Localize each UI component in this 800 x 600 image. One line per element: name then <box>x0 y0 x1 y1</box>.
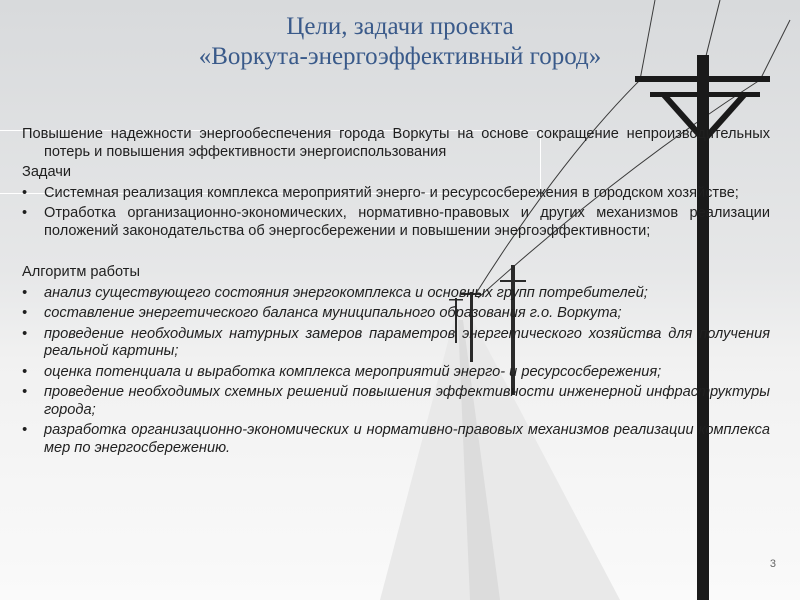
tasks-list <box>22 185 770 241</box>
list-item: • разработка организационно-экономических и нормативно-правовых механизмов реализации комплекса мер по энергосбережению. <box>22 422 770 456</box>
slide-body <box>22 126 770 460</box>
title-line-1: Цели, задачи проекта <box>286 13 514 40</box>
bullet-icon: • <box>22 363 28 380</box>
bullet-icon: • <box>22 284 28 301</box>
list-item: • анализ существующего состояния энергокомплекса и основных групп потребителей; <box>22 284 648 301</box>
bullet-icon: • <box>22 325 28 342</box>
list-item: • проведение необходимых схемных решений повышения эффективности инженерной инфраструктуры города; <box>22 384 770 418</box>
list-item: • Отработка организационно-экономических, нормативно-правовых и других механизмов реализации положений законодательства об энергосбережении и повышении энергоэффективности; <box>22 205 770 239</box>
bullet-icon: • <box>22 422 28 438</box>
title-line-2: «Воркута-энергоэффективный город» <box>198 43 602 70</box>
list-item: • проведение необходимых натурных замеров параметров энергетического хозяйства для получения реальной картины; <box>22 325 770 359</box>
bullet-icon: • <box>22 305 28 321</box>
list-item: • оценка потенциала и выработка комплекса мероприятий энерго- и ресурсосбережения; <box>22 363 662 380</box>
algorithm-list <box>22 285 770 458</box>
slide-title <box>0 12 800 72</box>
bullet-icon: • <box>22 205 28 221</box>
list-item: • Системная реализация комплекса мероприятий энерго- и ресурсосбережения в городском хозяйстве; <box>22 184 739 201</box>
list-item: • составление энергетического баланса муниципального образования г.о. Воркута; <box>22 305 622 321</box>
goal-paragraph: Повышение надежности энергообеспечения города Воркуты на основе сокращение непроизводительных потерь и повышения эффективности энергоиспользования <box>22 126 770 160</box>
bullet-icon: • <box>22 184 28 201</box>
page-number: 3 <box>769 558 776 570</box>
tasks-heading: Задачи <box>22 164 71 180</box>
bullet-icon: • <box>22 384 28 400</box>
algorithm-heading: Алгоритм работы <box>22 264 140 280</box>
